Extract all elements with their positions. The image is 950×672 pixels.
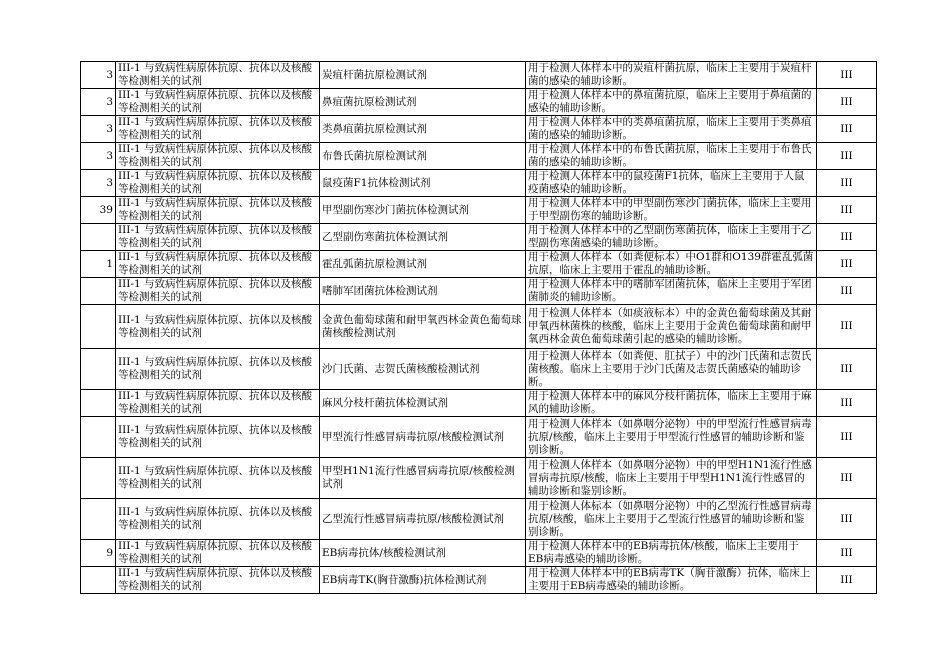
- category-cell: III-1 与致病性病原体抗原、抗体以及核酸等检测相关的试剂: [116, 390, 320, 417]
- intended-use-cell: 用于检测人体样本中的EB病毒抗体/核酸，临床上主要用于EB病毒感染的辅助诊断。: [526, 540, 817, 567]
- row-number-cell: [81, 390, 116, 417]
- intended-use-cell: 用于检测人体样本（如鼻咽分泌物）中的甲型流行性感冒病毒抗原/核酸，临床上主要用于甲型流行性感冒的辅助诊断和鉴别诊断。: [526, 417, 817, 458]
- row-number-cell: 9: [81, 540, 116, 567]
- management-class-cell: III: [817, 278, 877, 305]
- intended-use-cell: 用于检测人体样本中的嗜肺军团菌抗体，临床上主要用于军团菌肺炎的辅助诊断。: [526, 278, 817, 305]
- intended-use-cell: 用于检测人体样本中的EB病毒TK（胸苷激酶）抗体，临床上主要用于EB病毒感染的辅助诊断。: [526, 567, 817, 594]
- product-name-cell: EB病毒TK(胸苷激酶)抗体检测试剂: [320, 567, 526, 594]
- category-cell: III-1 与致病性病原体抗原、抗体以及核酸等检测相关的试剂: [116, 458, 320, 499]
- category-cell: III-1 与致病性病原体抗原、抗体以及核酸等检测相关的试剂: [116, 62, 320, 89]
- row-number-cell: 3: [81, 143, 116, 170]
- product-name-cell: 乙型副伤寒菌抗体检测试剂: [320, 224, 526, 251]
- intended-use-cell: 用于检测人体样本（如粪便标本）中O1群和O139群霍乱弧菌抗原，临床上主要用于霍乱的辅助诊断。: [526, 251, 817, 278]
- row-number-cell: [81, 278, 116, 305]
- table-row: [81, 170, 877, 197]
- product-name-cell: EB病毒抗体/核酸检测试剂: [320, 540, 526, 567]
- row-number-cell: 3: [81, 170, 116, 197]
- management-class-cell: III: [817, 62, 877, 89]
- table-row: [81, 278, 877, 305]
- management-class-cell: III: [817, 224, 877, 251]
- table-row: [81, 417, 877, 458]
- row-number-cell: 39: [81, 197, 116, 224]
- row-number-cell: [81, 349, 116, 390]
- table-row: [81, 349, 877, 390]
- intended-use-cell: 用于检测人体标本（如鼻咽分泌物）中的乙型流行性感冒病毒抗原/核酸，临床上主要用于乙型流行性感冒的辅助诊断和鉴别诊断。: [526, 499, 817, 540]
- intended-use-cell: 用于检测人体样本（如痰液标本）中的金黄色葡萄球菌及其耐甲氧西林菌株的核酸，临床上主要用于金黄色葡萄球菌和耐甲氧西林金黄色葡萄球菌引起的感染的辅助诊断。: [526, 305, 817, 349]
- row-number-cell: 1: [81, 251, 116, 278]
- row-number-cell: 3: [81, 116, 116, 143]
- category-cell: III-1 与致病性病原体抗原、抗体以及核酸等检测相关的试剂: [116, 197, 320, 224]
- management-class-cell: III: [817, 305, 877, 349]
- management-class-cell: III: [817, 143, 877, 170]
- product-name-cell: 布鲁氏菌抗原检测试剂: [320, 143, 526, 170]
- row-number-cell: 3: [81, 62, 116, 89]
- product-name-cell: 类鼻疽菌抗原检测试剂: [320, 116, 526, 143]
- product-name-cell: 鼻疽菌抗原检测试剂: [320, 89, 526, 116]
- table-row: [81, 567, 877, 594]
- management-class-cell: III: [817, 89, 877, 116]
- product-name-cell: 甲型流行性感冒病毒抗原/核酸检测试剂: [320, 417, 526, 458]
- table-row: [81, 251, 877, 278]
- table-row: [81, 62, 877, 89]
- row-number-cell: 3: [81, 89, 116, 116]
- category-cell: III-1 与致病性病原体抗原、抗体以及核酸等检测相关的试剂: [116, 89, 320, 116]
- product-name-cell: 嗜肺军团菌抗体检测试剂: [320, 278, 526, 305]
- table-row: [81, 499, 877, 540]
- intended-use-cell: 用于检测人体样本中的类鼻疽菌抗原，临床上主要用于类鼻疽菌的感染的辅助诊断。: [526, 116, 817, 143]
- row-number-cell: [81, 305, 116, 349]
- product-name-cell: 麻风分枝杆菌抗体检测试剂: [320, 390, 526, 417]
- category-cell: III-1 与致病性病原体抗原、抗体以及核酸等检测相关的试剂: [116, 540, 320, 567]
- row-number-cell: [81, 499, 116, 540]
- table-row: [81, 458, 877, 499]
- category-cell: III-1 与致病性病原体抗原、抗体以及核酸等检测相关的试剂: [116, 567, 320, 594]
- product-name-cell: 炭疽杆菌抗原检测试剂: [320, 62, 526, 89]
- table-row: [81, 143, 877, 170]
- management-class-cell: III: [817, 417, 877, 458]
- management-class-cell: III: [817, 540, 877, 567]
- intended-use-cell: 用于检测人体样本中的炭疽杆菌抗原，临床上主要用于炭疽杆菌的感染的辅助诊断。: [526, 62, 817, 89]
- management-class-cell: III: [817, 197, 877, 224]
- intended-use-cell: 用于检测人体样本中的布鲁氏菌抗原，临床上主要用于布鲁氏菌的感染的辅助诊断。: [526, 143, 817, 170]
- category-cell: III-1 与致病性病原体抗原、抗体以及核酸等检测相关的试剂: [116, 305, 320, 349]
- product-name-cell: 甲型H1N1流行性感冒病毒抗原/核酸检测试剂: [320, 458, 526, 499]
- product-name-cell: 乙型流行性感冒病毒抗原/核酸检测试剂: [320, 499, 526, 540]
- category-cell: III-1 与致病性病原体抗原、抗体以及核酸等检测相关的试剂: [116, 224, 320, 251]
- catalog-table-body: [81, 62, 877, 594]
- table-row: [81, 390, 877, 417]
- management-class-cell: III: [817, 390, 877, 417]
- management-class-cell: III: [817, 116, 877, 143]
- intended-use-cell: 用于检测人体样本中的甲型副伤寒沙门菌抗体，临床上主要用于甲型副伤寒的辅助诊断。: [526, 197, 817, 224]
- category-cell: III-1 与致病性病原体抗原、抗体以及核酸等检测相关的试剂: [116, 170, 320, 197]
- table-row: [81, 197, 877, 224]
- management-class-cell: III: [817, 567, 877, 594]
- management-class-cell: III: [817, 251, 877, 278]
- management-class-cell: III: [817, 458, 877, 499]
- category-cell: III-1 与致病性病原体抗原、抗体以及核酸等检测相关的试剂: [116, 278, 320, 305]
- intended-use-cell: 用于检测人体样本中的乙型副伤寒菌抗体，临床上主要用于乙型副伤寒菌感染的辅助诊断。: [526, 224, 817, 251]
- product-name-cell: 霍乱弧菌抗原检测试剂: [320, 251, 526, 278]
- row-number-cell: [81, 567, 116, 594]
- management-class-cell: III: [817, 170, 877, 197]
- product-name-cell: 金黄色葡萄球菌和耐甲氧西林金黄色葡萄球菌核酸检测试剂: [320, 305, 526, 349]
- intended-use-cell: 用于检测人体样本（如鼻咽分泌物）中的甲型H1N1流行性感冒病毒抗原/核酸，临床上主要用于甲型H1N1流行性感冒的辅助诊断和鉴别诊断。: [526, 458, 817, 499]
- intended-use-cell: 用于检测人体样本（如粪便、肛拭子）中的沙门氏菌和志贺氏菌核酸。临床上主要用于沙门氏菌及志贺氏菌感染的辅助诊断。: [526, 349, 817, 390]
- intended-use-cell: 用于检测人体样本中的鼠疫菌F1抗体，临床上主要用于人鼠疫菌感染的辅助诊断。: [526, 170, 817, 197]
- management-class-cell: III: [817, 349, 877, 390]
- table-row: [81, 116, 877, 143]
- table-row: [81, 540, 877, 567]
- category-cell: III-1 与致病性病原体抗原、抗体以及核酸等检测相关的试剂: [116, 349, 320, 390]
- category-cell: III-1 与致病性病原体抗原、抗体以及核酸等检测相关的试剂: [116, 417, 320, 458]
- product-name-cell: 鼠疫菌F1抗体检测试剂: [320, 170, 526, 197]
- table-row: [81, 224, 877, 251]
- product-name-cell: 沙门氏菌、志贺氏菌核酸检测试剂: [320, 349, 526, 390]
- category-cell: III-1 与致病性病原体抗原、抗体以及核酸等检测相关的试剂: [116, 251, 320, 278]
- product-name-cell: 甲型副伤寒沙门菌抗体检测试剂: [320, 197, 526, 224]
- catalog-table: [80, 61, 877, 594]
- category-cell: III-1 与致病性病原体抗原、抗体以及核酸等检测相关的试剂: [116, 499, 320, 540]
- table-row: [81, 89, 877, 116]
- management-class-cell: III: [817, 499, 877, 540]
- category-cell: III-1 与致病性病原体抗原、抗体以及核酸等检测相关的试剂: [116, 143, 320, 170]
- row-number-cell: [81, 417, 116, 458]
- intended-use-cell: 用于检测人体样本中的鼻疽菌抗原，临床上主要用于鼻疽菌的感染的辅助诊断。: [526, 89, 817, 116]
- category-cell: III-1 与致病性病原体抗原、抗体以及核酸等检测相关的试剂: [116, 116, 320, 143]
- intended-use-cell: 用于检测人体样本中的麻风分枝杆菌抗体，临床上主要用于麻风的辅助诊断。: [526, 390, 817, 417]
- table-row: [81, 305, 877, 349]
- row-number-cell: [81, 224, 116, 251]
- row-number-cell: [81, 458, 116, 499]
